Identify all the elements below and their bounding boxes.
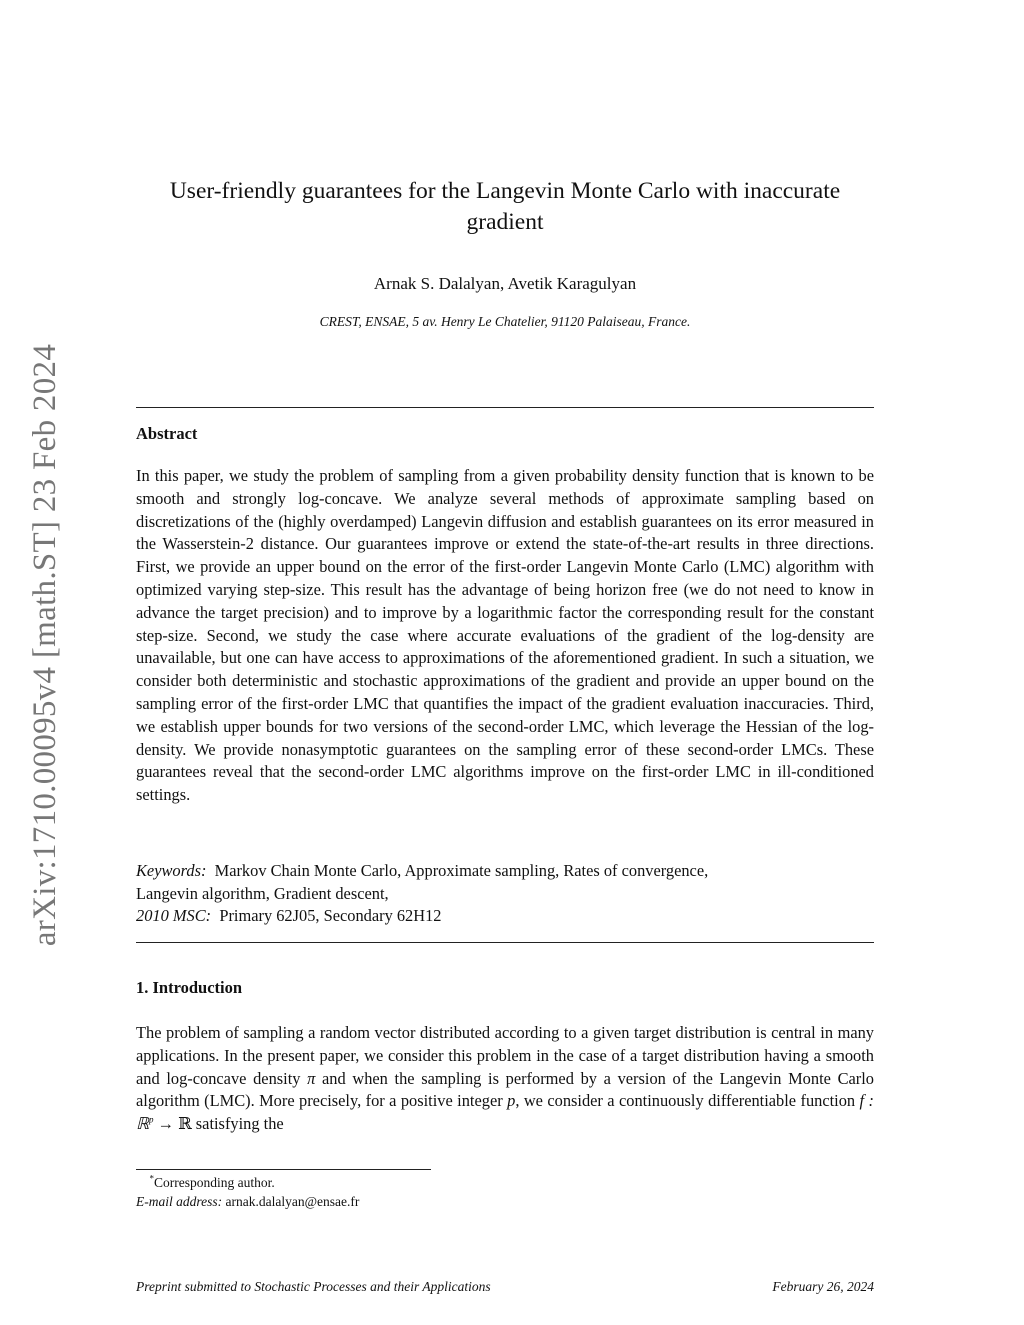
intro-text-1: The problem of sampling a random vector distributed according to a given target distribution is central in many applications. In the present paper, we consider this problem in the case of a target distribution having a smooth and log-concave density <box>136 1023 874 1088</box>
keywords-line-2: Langevin algorithm, Gradient descent, <box>136 883 389 903</box>
footnotes <box>136 1174 359 1211</box>
f-arrow: → ℝ <box>153 1114 192 1134</box>
email-address: arnak.dalalyan@ensae.fr <box>225 1193 360 1209</box>
msc-value: Primary 62J05, Secondary 62H12 <box>219 906 442 925</box>
paper-title: User-friendly guarantees for the Langevin Monte Carlo with inaccurate gradient <box>169 178 841 235</box>
footnote-marker: * <box>149 1173 154 1184</box>
abstract-top-rule <box>136 407 874 408</box>
corresponding-author-text: Corresponding author. <box>154 1175 275 1190</box>
pi-symbol: π <box>307 1068 316 1088</box>
f-expression: f : ℝ <box>136 1091 874 1134</box>
keywords-block <box>136 860 874 928</box>
paper-affiliation: CREST, ENSAE, 5 av. Henry Le Chatelier, 91120 Palaiseau, France. <box>319 314 691 329</box>
msc-label: 2010 MSC: <box>136 906 212 925</box>
footnote-rule <box>136 1169 431 1170</box>
footer-date: February 26, 2024 <box>772 1279 874 1294</box>
abstract-bottom-rule <box>136 942 874 943</box>
p-symbol: p <box>507 1091 516 1111</box>
intro-text-4: satisfying the <box>191 1114 284 1134</box>
footer-submission-note: Preprint submitted to Stochastic Processes and their Applications <box>136 1279 491 1294</box>
intro-text-3: , we consider a continuously differentiable function <box>515 1091 860 1111</box>
abstract-text: In this paper, we study the problem of sampling from a given probability density function that is known to be smooth and strongly log-concave. We analyze several methods of approximate sampling based on discretizations of the (highly overdamped) Langevin diffusion and establish guarantees on its error measured in the Wasserstein-2 distance. Our guarantees improve or extend the state-of-the-art results in three directions. First, we provide an upper bound on the error of the first-order Langevin Monte Carlo (LMC) algorithm with optimized varying step-size. This result has the advantage of being horizon free (we do not need to know in advance the target precision) and to improve by a logarithmic factor the corresponding result for the constant step-size. Second, we study the case where accurate evaluations of the gradient of the log-density are unavailable, but one can have access to approximations of the aforementioned gradient. In such a situation, we consider both deterministic and stochastic approximations of the gradient and provide an upper bound on the sampling error of the first-order LMC that quantifies the impact of the gradient evaluation inaccuracies. Third, we establish upper bounds for two versions of the second-order LMC, which leverage the Hessian of the log-density. We provide nonasymptotic guarantees on the sampling error of these second-order LMCs. These guarantees reveal that the second-order LMC algorithms improve on the first-order LMC in ill-conditioned settings. <box>136 466 874 805</box>
corresponding-author-note <box>136 1174 359 1193</box>
email-note <box>136 1193 359 1212</box>
arxiv-stamp: arXiv:1710.00095v4 [math.ST] 23 Feb 2024 <box>27 343 63 947</box>
introduction-text <box>136 1022 874 1136</box>
intro-text-2: and when the sampling is performed by a version of the Langevin Monte Carlo algorithm (LMC). More precisely, for a positive integer <box>136 1068 874 1111</box>
keywords-list-1: Markov Chain Monte Carlo, Approximate sampling, Rates of convergence, <box>214 861 709 880</box>
keywords-line-1 <box>136 860 874 883</box>
msc-line <box>136 905 874 928</box>
introduction-heading: 1. Introduction <box>136 978 243 997</box>
paper-authors: Arnak S. Dalalyan, Avetik Karagulyan <box>373 274 637 293</box>
abstract-heading: Abstract <box>136 424 198 443</box>
keywords-label: Keywords: <box>136 861 207 880</box>
f-superscript: p <box>148 1114 154 1125</box>
email-label: E-mail address: <box>136 1193 223 1209</box>
